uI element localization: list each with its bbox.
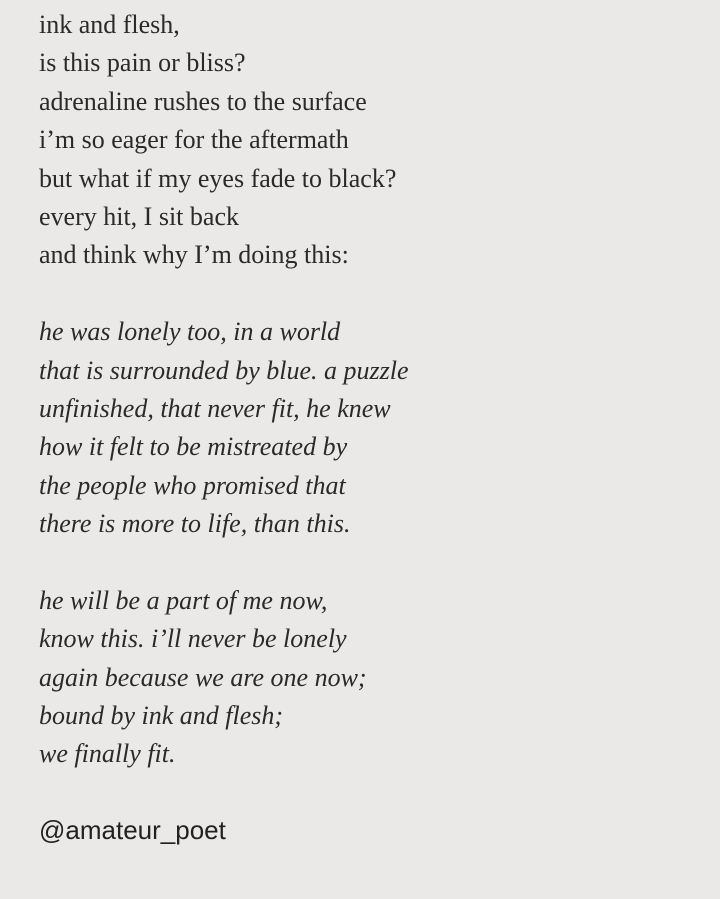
poem-line: is this pain or bliss?	[39, 48, 246, 78]
stanza-2	[39, 313, 699, 543]
poem-line: he will be a part of me now,	[39, 585, 328, 615]
stanza-spacer	[39, 275, 699, 313]
poem-line: ink and flesh,	[39, 10, 180, 39]
poem-line: i’m so eager for the aftermath	[39, 125, 349, 155]
poem-line: bound by ink and flesh;	[39, 701, 284, 731]
author-handle: @amateur_poet	[39, 815, 226, 845]
poem-line: he was lonely too, in a world	[39, 317, 341, 347]
poem-line: how it felt to be mistreated by	[39, 432, 348, 462]
poem-line: the people who promised that	[39, 470, 346, 500]
poem-line: but what if my eyes fade to black?	[39, 163, 397, 193]
poem-line: we finally fit.	[39, 739, 176, 769]
poem-line: know this. i’ll never be lonely	[39, 624, 347, 654]
stanza-1	[39, 6, 699, 275]
poem-line: again because we are one now;	[39, 662, 367, 692]
poem-line: unfinished, that never fit, he knew	[39, 393, 391, 423]
poem-line: every hit, I sit back	[39, 201, 239, 231]
poem-line: that is surrounded by blue. a puzzle	[39, 355, 409, 385]
poem-line: adrenaline rushes to the surface	[39, 86, 367, 116]
poem-line: and think why I’m doing this:	[39, 240, 349, 270]
poem	[39, 6, 699, 774]
poem-line: there is more to life, than this.	[39, 509, 351, 539]
stanza-3	[39, 582, 699, 774]
stanza-spacer	[39, 543, 699, 581]
